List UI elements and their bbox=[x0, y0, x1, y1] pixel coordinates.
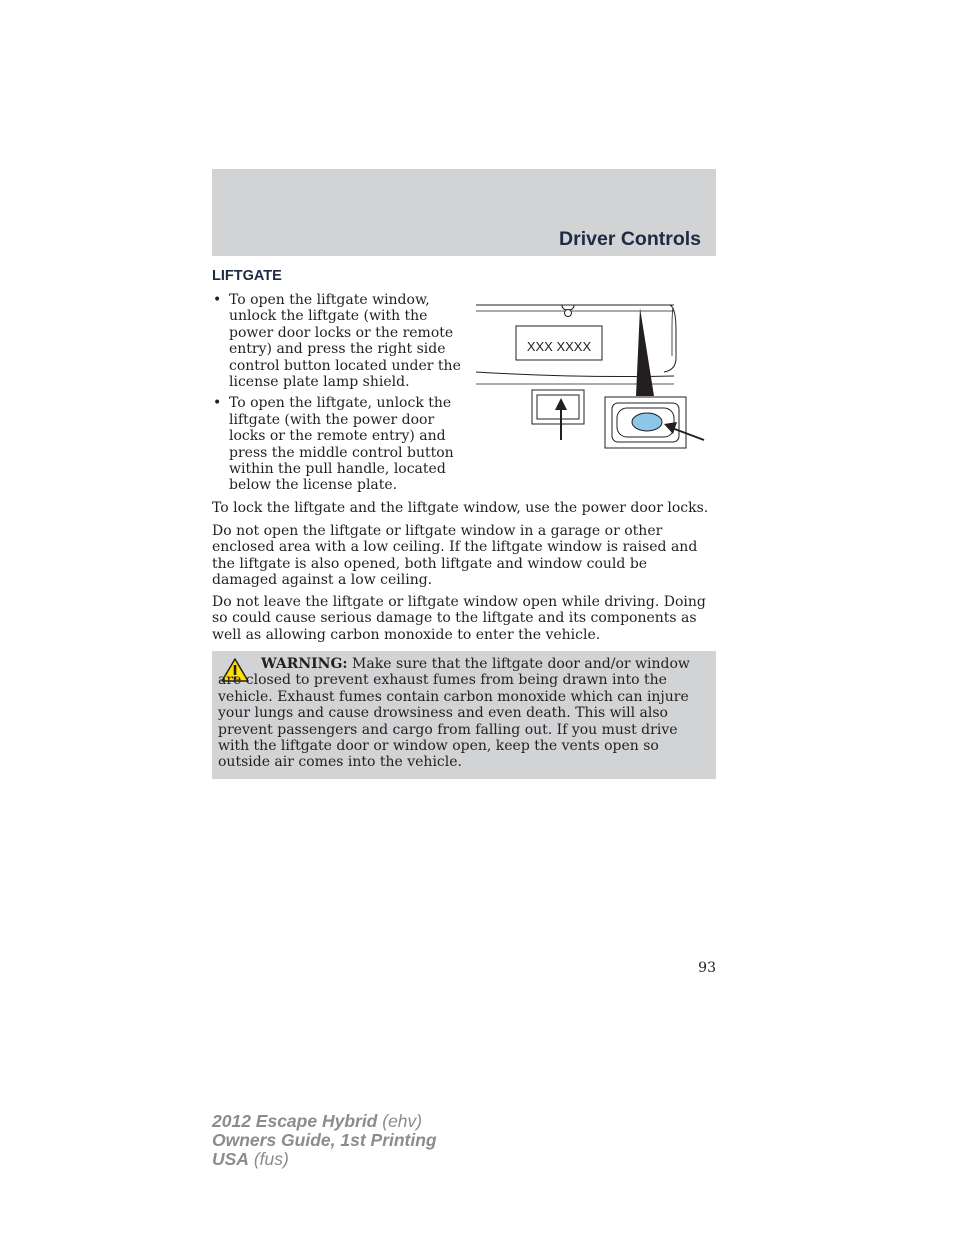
paragraph-ceiling: Do not open the liftgate or liftgate window in a garage or other enclosed area with a low ceiling. If the liftgate window is raised and the liftgate is also opened, both liftgate and window could be damaged against a low ceiling. bbox=[212, 523, 698, 589]
warning-body: Make sure that the liftgate door and/or window are closed to prevent exhaust fumes from being drawn into the vehicle. Exhaust fumes contain carbon monoxide which can injure your lungs and cause drowsiness and even death. This will also prevent passengers and cargo from falling out. If you must drive with the liftgate door or window open, keep the vents open so outside air comes into the vehicle. bbox=[218, 656, 690, 771]
plate-text: XXX XXXX bbox=[526, 339, 592, 354]
warning-label: WARNING: bbox=[261, 656, 348, 672]
bullet-list bbox=[212, 292, 462, 499]
liftgate-illustration bbox=[474, 300, 708, 452]
page-number: 93 bbox=[698, 960, 716, 976]
paragraph-lock: To lock the liftgate and the liftgate window, use the power door locks. bbox=[212, 500, 709, 516]
footer-guide: Owners Guide, 1st Printing bbox=[212, 1130, 437, 1150]
section-title: LIFTGATE bbox=[212, 268, 282, 284]
header-title: Driver Controls bbox=[559, 228, 701, 250]
liftgate-diagram bbox=[474, 300, 708, 452]
bullet-item bbox=[212, 292, 462, 390]
paragraph-driving: Do not leave the liftgate or liftgate window open while driving. Doing so could cause serious damage to the liftgate and its components as well as allowing carbon monoxide to enter the vehicle. bbox=[212, 594, 706, 643]
bullet-text: To open the liftgate window, unlock the liftgate (with the power door locks or the remote entry) and press the right side control button located under the license plate lamp shield. bbox=[229, 292, 461, 391]
bullet-dot-icon: • bbox=[213, 292, 222, 308]
control-button bbox=[632, 413, 662, 431]
footer-model-code: (ehv) bbox=[382, 1111, 423, 1131]
footer-model: 2012 Escape Hybrid bbox=[212, 1111, 378, 1131]
warning-text bbox=[218, 656, 712, 771]
pointer-wedge bbox=[636, 308, 654, 396]
header-band bbox=[212, 169, 716, 256]
bullet-text: To open the liftgate, unlock the liftgate (with the power door locks or the remote entry) and press the middle control button within the pull handle, located below the license plate. bbox=[229, 395, 454, 494]
bullet-dot-icon: • bbox=[213, 395, 222, 412]
bullet-item bbox=[212, 395, 462, 493]
warning-box bbox=[212, 651, 716, 779]
footer bbox=[212, 1112, 437, 1169]
footer-market-code: (fus) bbox=[253, 1149, 289, 1169]
footer-market: USA bbox=[212, 1149, 249, 1169]
